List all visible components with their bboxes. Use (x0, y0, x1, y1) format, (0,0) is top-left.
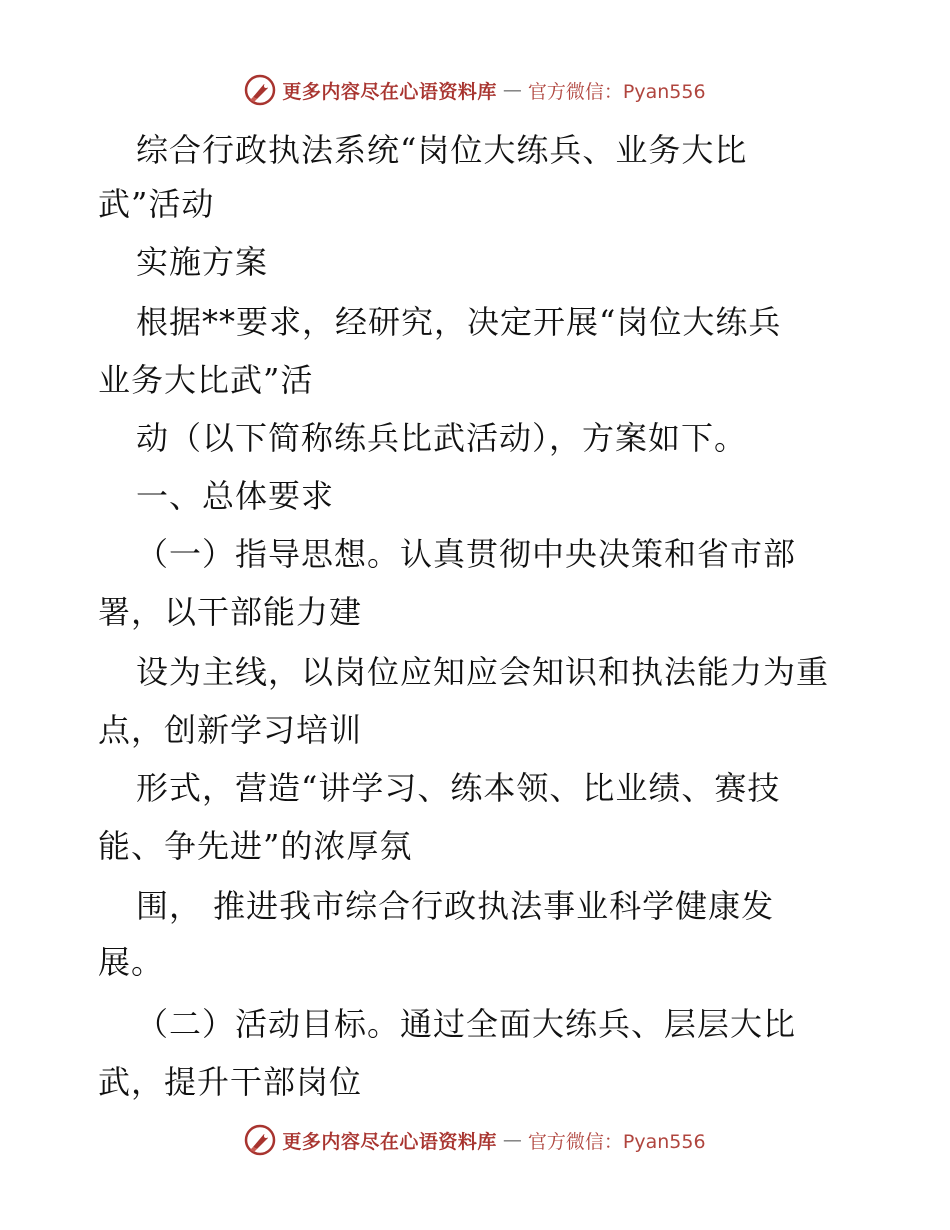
doc-line: 武”活动 (98, 185, 215, 223)
doc-line: 动（以下简称练兵比武活动），方案如下。 (136, 419, 748, 457)
doc-line: 实施方案 (136, 243, 269, 281)
footer-banner-text: 更多内容尽在心语资料库 (282, 1130, 497, 1153)
doc-line: 业务大比武”活 (98, 361, 314, 399)
footer-banner-separator: — (502, 1129, 522, 1151)
doc-line: 形式，营造“讲学习、练本领、比业绩、赛技 (136, 769, 781, 807)
pen-nib-logo-icon (244, 74, 276, 106)
header-banner-text: 更多内容尽在心语资料库 (282, 80, 497, 103)
pen-nib-logo-icon (244, 1124, 276, 1156)
header-banner-inner (244, 74, 705, 106)
doc-line: 能、争先进”的浓厚氛 (98, 827, 413, 865)
footer-banner-inner (244, 1124, 705, 1156)
footer-watermark-banner (0, 1120, 950, 1160)
doc-line: 点，创新学习培训 (98, 711, 363, 749)
doc-line: 设为主线，以岗位应知应会知识和执法能力为重 (136, 653, 830, 691)
doc-line: （一）指导思想。认真贯彻中央决策和省市部 (136, 535, 797, 573)
doc-line: 围， 推进我市综合行政执法事业科学健康发 (136, 887, 775, 925)
header-watermark-banner (0, 70, 950, 110)
doc-line: 一、总体要求 (136, 477, 335, 515)
header-banner-separator: — (502, 79, 522, 101)
header-banner-wechat: 官方微信：Pyan556 (527, 80, 706, 103)
doc-line: 展。 (98, 943, 165, 981)
doc-line: 根据**要求，经研究，决定开展“岗位大练兵 (136, 303, 782, 341)
doc-line: 武，提升干部岗位 (98, 1063, 363, 1101)
doc-line: （二）活动目标。通过全面大练兵、层层大比 (136, 1005, 797, 1043)
doc-line: 综合行政执法系统“岗位大练兵、业务大比 (136, 131, 748, 169)
footer-banner-wechat: 官方微信：Pyan556 (527, 1130, 706, 1153)
doc-line: 署，以干部能力建 (98, 593, 363, 631)
